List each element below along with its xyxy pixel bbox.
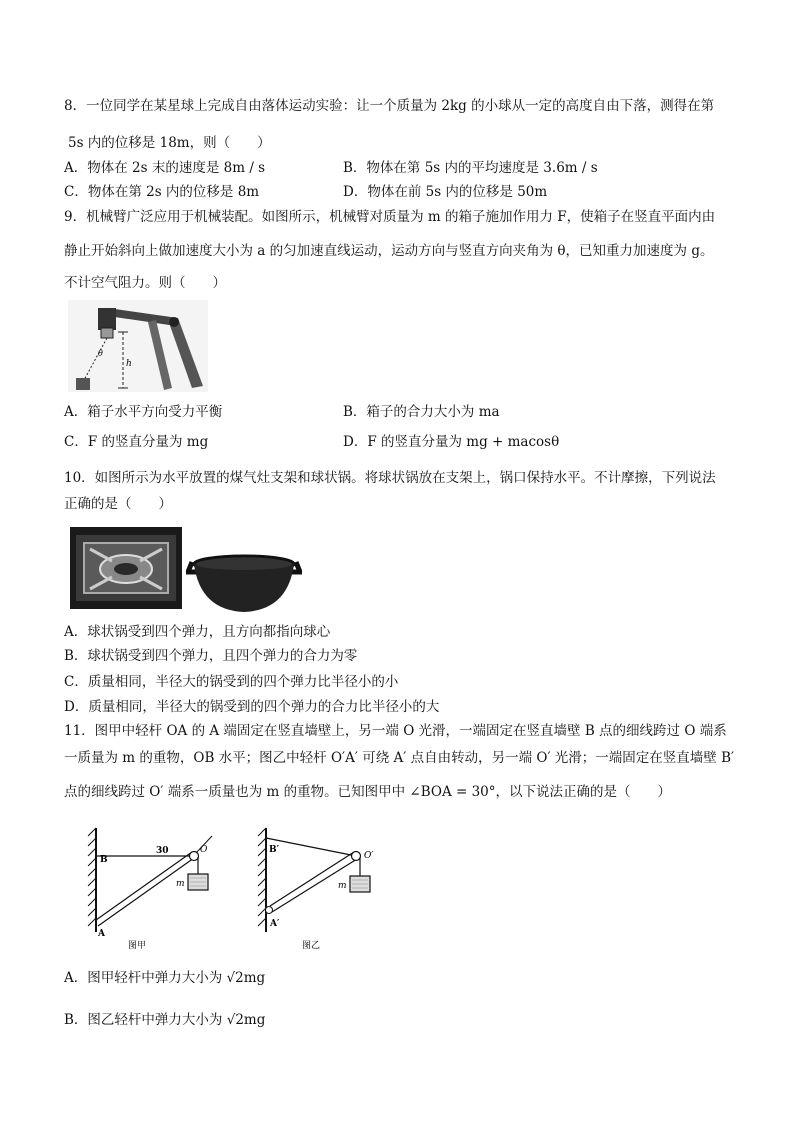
q9-stem-line1: 9．机械臂广泛应用于机械装配。如图所示，机械臂对质量为 m 的箱子施加作用力 F，使箱子在竖直平面内由 (64, 209, 716, 225)
q10-option-c: C．质量相同，半径大的锅受到的四个弹力比半径小的小 (64, 674, 399, 690)
q9-option-c: C．F 的竖直分量为 mg (64, 434, 209, 450)
q11-figure-jia (84, 822, 244, 954)
q9-option-a: A．箱子水平方向受力平衡 (64, 404, 223, 420)
label-b: B (100, 855, 108, 865)
q8-option-d: D．物体在前 5s 内的位移是 50m (343, 184, 548, 200)
q11-stem-line3: 点的细线跨过 O′ 端系一质量也为 m 的重物。已知图甲中 ∠BOA = 30°，以下说法正确的是（ ） (64, 784, 672, 800)
string-b-o (266, 838, 356, 856)
q9-option-d: D．F 的竖直分量为 mg + macosθ (343, 434, 560, 450)
q8-option-c: C．物体在第 2s 内的位移是 8m (64, 184, 260, 200)
q10-option-b: B．球状锅受到四个弹力，且四个弹力的合力为零 (64, 648, 358, 664)
q11-stem-line1: 11．图甲中轻杆 OA 的 A 端固定在竖直墙壁上，另一端 O 光滑，一端固定在竖直墙壁 B 点的细线跨过 O 端系 (64, 723, 727, 739)
box (101, 328, 113, 338)
q11-option-b: B．图乙轻杆中弹力大小为 √2mg (64, 1012, 266, 1028)
q8-option-a: A．物体在 2s 末的速度是 8m / s (64, 160, 266, 176)
label-a: A (98, 929, 105, 939)
q11-stem-line2: 一质量为 m 的重物，OB 水平；图乙中轻杆 O′A′ 可绕 A′ 点自由转动，另一端 O′ 光滑；一端固定在竖直墙壁 B′ (64, 750, 735, 766)
q9-robot-arm-figure (68, 300, 208, 392)
label-o: O (200, 845, 208, 855)
arm-joint (169, 317, 179, 327)
q11-figure-yi (256, 822, 386, 954)
label-a-prime: A′ (270, 919, 280, 929)
q10-stem-line2: 正确的是（ ） (64, 496, 172, 512)
q10-stem-line1: 10．如图所示为水平放置的煤气灶支架和球状锅。将球状锅放在支架上，锅口保持水平。不计摩擦，下列说法 (64, 470, 716, 486)
start-box (76, 378, 90, 390)
q8-stem-line2: 5s 内的位移是 18m，则（ ） (68, 135, 271, 151)
label-m-yi: m (338, 881, 347, 891)
gripper (98, 308, 116, 330)
rod-o-a (270, 852, 354, 906)
caption-yi: 图乙 (302, 941, 321, 951)
label-o-prime: O′ (364, 851, 374, 861)
q10-wok-photo (186, 548, 302, 614)
q11-option-a: A．图甲轻杆中弹力大小为 √2mg (64, 970, 266, 986)
q8-stem-line1: 8．一位同学在某星球上完成自由落体运动实验：让一个质量为 2kg 的小球从一定的高度自由下落，测得在第 (64, 98, 715, 114)
hinge-a (266, 907, 273, 914)
q10-option-d: D．质量相同，半径大的锅受到的四个弹力的合力比半径小的大 (64, 699, 440, 715)
q10-stove-photo (70, 527, 182, 609)
q9-stem-line2: 静止开始斜向上做加速度大小为 a 的匀加速直线运动，运动方向与竖直方向夹角为 θ，已知重力加速度为 g。 (64, 243, 714, 259)
pulley-o-prime (352, 852, 361, 861)
q10-option-a: A．球状锅受到四个弹力，且方向都指向球心 (64, 624, 331, 640)
q8-option-b: B．物体在第 5s 内的平均速度是 3.6m / s (343, 160, 598, 176)
wok-bowl (194, 564, 294, 612)
pulley-o (190, 852, 199, 861)
q9-stem-line3: 不计空气阻力。则（ ） (64, 275, 226, 291)
label-m: m (176, 879, 185, 889)
label-b-prime: B′ (269, 845, 279, 855)
label-theta: θ (98, 349, 103, 358)
label-h: h (126, 359, 132, 369)
label-angle: 30 (156, 846, 169, 856)
q9-option-b: B．箱子的合力大小为 ma (343, 404, 500, 420)
caption-jia: 图甲 (128, 941, 147, 951)
